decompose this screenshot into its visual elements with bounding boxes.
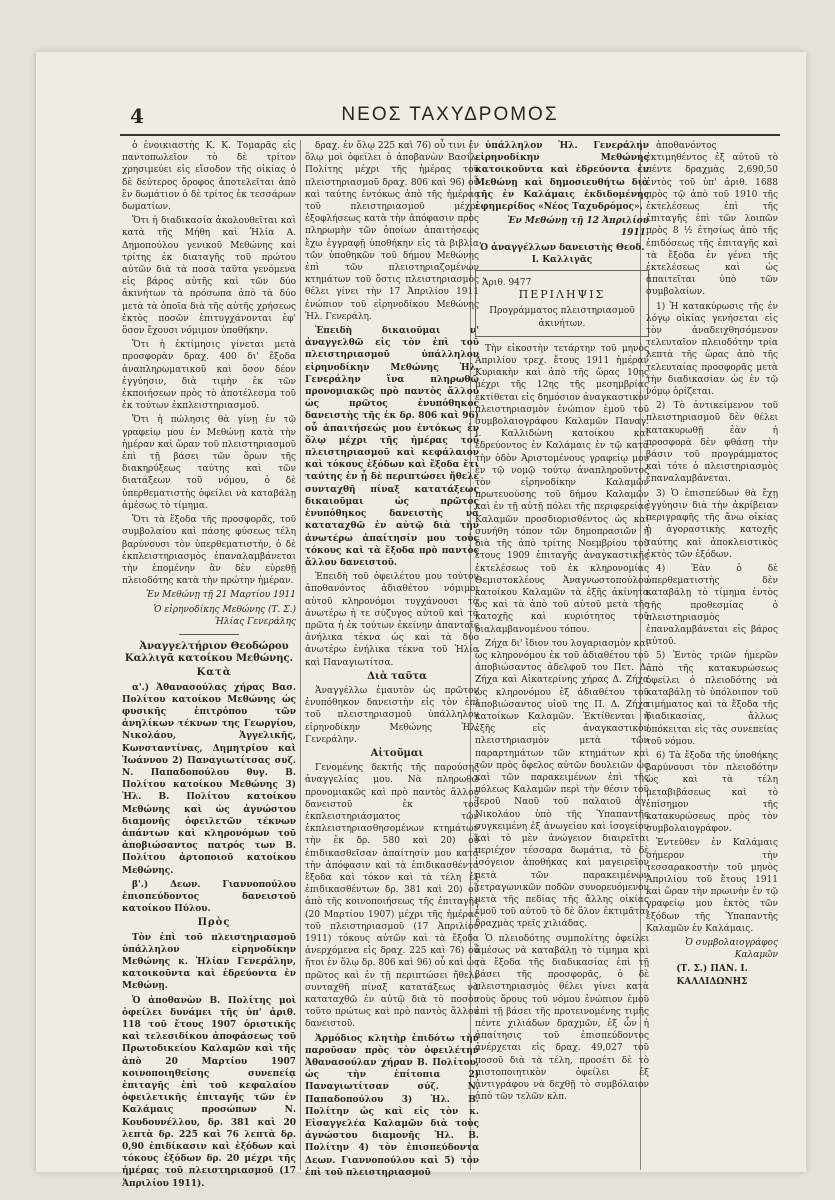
article-paragraph-bold: ὑπάλληλον Ἠλ. Γενεράλην εἰρηνοδίκην Μεθώνης κατοικοῦντα καὶ ἑδρεύοντα ἐν Μεθώνῃ καὶ δημοσιευθήτω διὰ τῆς ἐν Καλάμαις ἐκδιδομένης ἐφημερίδος «Νέος Ταχυδρόμος». <box>475 141 649 213</box>
article-paragraph: 6) Τὰ ἔξοδα τῆς ὑποθήκης βαρύνουσι τὸν πλειοδότην ὡς καὶ τὰ τέλη μεταβιβάσεως καὶ τὸ ἐπίσημον τῆς κατακυρώσεως πρὸς τὸν συμβολαιογράφον. <box>646 750 778 835</box>
newspaper-title: ΝΕΟΣ ΤΑΧΥΔΡΟΜΟΣ <box>341 104 559 125</box>
signature-place-date: Ἐν Μεθώνῃ τῇ 21 Μαρτίου 1911 <box>146 590 296 601</box>
article-paragraph: 1) Ἡ κατακύρωσις τῆς ἐν λόγῳ οἰκίας γενήσεται εἰς τὸν ἀναδειχθησόμενον τελευταῖον πλειοδότην τρία λεπτὰ τῆς ὥρας ἀπὸ τῆς τελευταίας προσφορᾶς μετὰ τὴν διαδικασίαν ὡς ἐν τῷ νόμῳ ὁρίζεται. <box>646 301 778 398</box>
article-paragraph: Ἐπειδὴ τοῦ ὀφειλέτου μου τούτου ἀποθανόντος ἀδιαθέτου νόμιμοι αὐτοῦ κληρονόμοι τυγχάνουσι τὰ ἀνωτέρω ἡ τε σύζυγος αὐτοῦ καὶ τὰ πρῶτα ἡ ἐκ τούτων ἐκείνην ἀπανταῖς ἀνήλικα τέκνα ὡς καὶ τὰ δύο ἀνωτέρω ἐνήλικα τέκνα τοῦ Ἠλία καὶ Παναγιωτίτσα. <box>305 572 479 668</box>
notice-number: Ἀριθ. 9477 <box>482 278 532 289</box>
article-paragraph: Ζήχα δι' ἴδιον του λογαριασμὸν καὶ ὡς κληρονόμου ἐκ τοῦ ἀδιαθέτου τοῦ ἀποβιώσαντος ἀδελφοῦ του Πετ. Δ. Ζήχα καὶ Αἰκατερίνης χήρας Δ. Ζήχα ὡς κληρονόμου ἐξ ἀδιαθέτου τοῦ ἀποβιώσαντος υἱοῦ της Π. Δ. Ζήχα κατοίκων Καλαμῶν. Ἐκτίθενται ἡ ἑξῆς εἰς ἀναγκαστικὸν πλειστηριασμὸν μετὰ τῶν παραρτημάτων τῶν κτημάτων καὶ τῶν πρὸς ὄφελος αὐτῶν δουλειῶν ὡς καὶ τῶν παρακειμένων ἐπὶ τῆς πόλεως Καλαμῶν περὶ τὴν θέσιν τοῦ Ἱεροῦ Ναοῦ τοῦ παλαιοῦ ἁγ. Νικολάου ὑπὸ τῆς Ὑπαπαντῆς συγκειμένη ἐξ ἀνωγείου καὶ ἰσογείου καὶ τὸ μὲν ἀνώγειον διαιρεῖται περιέχον τέσσαρα δωμάτια, τὸ δὲ ἰσόγειον ἀποθήκας καὶ μαγειρεῖον μετὰ τῶν παρακειμένων τετραγωνικῶν ποδῶν συνορευόμενον μετὰ τῆς πεδίας τῆς ἄλλης οἰκίας ἐμοῦ τοῦ αὐτοῦ τὸ δὲ ὅλον ἐκτιμᾶται δραχμὰς τρεῖς χιλιάδας. <box>475 638 649 930</box>
section-heading: Διὰ ταῦτα <box>367 670 427 682</box>
article-paragraph: Ὁ πλειοδότης συμπολίτης ὀφείλει ἀμέσως νὰ καταβάλῃ τὸ τίμημα καὶ τὰ ἔξοδα τῆς διαδικασίας ἐπὶ τῇ βάσει τῆς προσφορᾶς, ὁ δὲ πλειστηριασμὸς θέλει γίνει κατὰ τοὺς ὅρους τοῦ νόμου ἐνώπιον ἐμοῦ ἐπὶ τῇ βάσει τῆς προτεινομένης τιμῆς πέντε χιλιάδων δραχμῶν, ἐξ ὧν ἡ ἀπαίτησις τοῦ ἐπισπεύδοντος ἀνέρχεται εἰς δραχ. 49,027 τοῦ ποσοῦ διὰ τὰ τέλη, προσέτι δὲ τὸ πιστοποιητικὸν ὀφείλει ἐξ ἀντιγράφου νὰ δεχθῇ τὸ συμβόλαιον ἀπὸ τῶν τελῶν κλπ. <box>475 933 649 1103</box>
signature-name: Ὁ ἀναγγέλλων δανειστὴς Θεοδ. Ι. Καλλιγᾶς <box>479 242 645 265</box>
signature-place-date: Ἐν Μεθώνῃ τῇ 12 Ἀπριλίου 1911. <box>507 216 649 239</box>
article-paragraph-bold: Ἁρμόδιος κλητὴρ ἐπιδότω τὴν παροῦσαν πρὸς τὸν ὀφειλέτην Ἀθανασούλαν χήραν Β. Πολίτου, ὡς τὴν ἐπίτοπια 2) Παναγιωτίτσαν σύζ. Ν. Παπαδοπούλου 3) Ἠλ. Β. Πολίτην ὡς καὶ εἰς τὸν κ. Εἰσαγγελέα Καλαμῶν διὰ τοὺς ἀγνώστου διαμονῆς Ἠλ. Β. Πολίτην 4) τὸν ἐπισπεύδοντα Δεων. Γιαννοπούλου καὶ 5) τὸν ἐπὶ τοῦ πλειστηριασμοῦ <box>305 1033 479 1178</box>
column-3 <box>475 140 649 1170</box>
article-paragraph: δραχ. ἐν ὅλῳ 225 καὶ 76) οὗ τινι ἐν ὅλῳ μοὶ ὀφείλει ὁ ἀποβανὼν Βασίλ. Πολίτης μέχρι τῆς ἡμέρας τοῦ πλειστηριασμοῦ δραχ. 806 καὶ 96) οὗ καὶ ταύτης ἐντόκως ἀπὸ τῆς ἡμέρας τοῦ πλειστηριασμοῦ μέχρι ἐξοφλήσεως κατὰ τὴν ἀπόφασιν πρὸς πληρωμὴν τῶν ὁποίων ἀπαιτήσεως ἔχω ἐγγραφῇ ὑποθήκην εἰς τὰ βιβλία τῶν ὑποθηκῶν τοῦ δήμου Μεθώνης ἐπὶ τῶν πλειστηριαζομένων κτημάτων τοῦ ὅστις πλειστηριασμὸς θέλει γίνει τὴν 17 Ἀπριλίου 1911 ἐνώπιον τοῦ εἰρηνοδίκου Μεθώνης Ἠλ. Γενεράλη. <box>305 141 479 322</box>
article-paragraph: ἀποθανόντος ἐκτιμηθέντος ἐξ αὐτοῦ τὸ πέντε δραχμὰς 2,690,50 ἐντὸς τοῦ ὑπ' ἀριθ. 1688 πρὸς τῷ ἀπὸ τοῦ 1910 τῆς ἐκτελέσεως ἐπὶ τῆς ἐπιταγῆς ἐπὶ τῶν λοιπῶν πρὸς 8 ½ ἐτησίως ἀπὸ τῆς ἐπιδόσεως τῆς ἐπιταγῆς καὶ τὰ ἔξοδα ἐν γένει τῆς ἐκτελέσεως καὶ ὡς ἀπαιτεῖται ὑπὸ τῶν συμβολαίων. <box>646 141 778 298</box>
article-paragraph: Γενομένης δεκτῆς τῆς παρούσης ἀναγγελίας μου. Νὰ πληρωθῶ προνομιακῶς καὶ πρὸ παντὸς ἄλλου δανειστοῦ ἐκ τοῦ ἐκπλειστηριάσματος τῶν ἐκπλειστηριασθησομένων κτημάτων τὴν ἐκ δρ. 580 καὶ 20) οὗ ἐπιδικασθεῖσαν ἀπαίτησίν μου κατὰ τὴν ἀπόφασιν καὶ τὰ ἐπιδικασθέντα ἔξοδα καὶ τόκον καὶ τὰ τέλη ἐξ ἐπιδικασθέντων δρ. 381 καὶ 20) οὗ ἀπὸ τῆς κοινοποιήσεως τῆς ἐπιταγῆς (20 Μαρτίου 1907) μέχρι τῆς ἡμέρας τοῦ πλειστηριασμοῦ (17 Ἀπριλίου 1911) τόκους αὐτῶν καὶ τὰ ἔξοδα ἀνερχόμενα εἰς δραχ. 225 καὶ 76) οὗ ἤτοι ἐν ὅλῳ δρ. 806 καὶ 96) οὗ καὶ ὡς πρῶτος καὶ ἐν τῇ περιπτώσει ἤθελε συνταχθῆ πίναξ κατατάξεως νὰ καταταχθῶ ἐν αὐτῷ διὰ τὸ ποσὸν τοῦτο πρώτως καὶ πρὸ παντὸς ἄλλου δανειστοῦ. <box>305 763 479 1030</box>
notice-title: ΠΕΡΙΛΗΨΙΣ <box>518 288 606 302</box>
notice-to: Πρὸς <box>197 917 231 929</box>
article-paragraph: Ἀναγγέλλω ἐμαυτὸν ὡς πρῶτον ἐνυπόθηκον δανειστὴν εἰς τὸν ἐπὶ τοῦ πλειστηριασμοῦ ὑπάλληλον εἰρηνοδίκην Μεθώνης Ἠλ. Γενεράλην. <box>305 685 479 745</box>
article-paragraph: Τὴν εἰκοστὴν τετάρτην τοῦ μηνὸς Ἀπριλίου τρεχ. ἔτους 1911 ἡμέραν Κυριακὴν καὶ ἀπὸ τῆς ὥρας 10ης μέχρι τῆς 12ης τῆς μεσημβρίας ἐκτίθεται εἰς δημόσιον ἀναγκαστικὸν πλειστηριασμὸν ἐνώπιον ἐμοῦ τοῦ συμβολαιογράφου Καλαμῶν Παναγ. Ι. Καλλιδώνη κατοίκου καὶ ἑδρεύοντος ἐν Καλάμαις ἐν τῷ κατὰ τὴν ὁδὸν Ἀριστομένους γραφείῳ μου ἐν τῷ νομῷ τούτῳ ἀναπληροῦντος τὸν εἰρηνοδίκην Καλαμῶν πρωτευούσης τοῦ δήμου Καλαμῶν καὶ ἐν τῇ αὐτῇ πόλει τῆς περιφερείας Καλαμῶν προσδιορισθέντος ὡς καὶ συνήθη τόπον τῶν δημοπρασιῶν ἡ διὰ τῆς ἀπὸ τρίτης Νοεμβρίου τοῦ ἔτους 1909 ἐπιταγῆς ἀναγκαστικῆς ἐκτελέσεως τοῦ ἐκ κληρονομίας Θεμιστοκλέους Ἀναγνωστοπούλου κατοίκου Καλαμῶν τὰ ἑξῆς ἀκίνητα ὡς καὶ τὰ ἀπὸ τοῦ αὐτοῦ μετὰ τῆς κατοχῆς καὶ κυριότητος τοῦ διαλαμβανομένου τόπου. <box>475 343 649 635</box>
notice-subtitle: Προγράμματος πλειστηριασμοῦ ἀκινήτων. <box>489 306 635 329</box>
article-paragraph: Ὅτι ἡ ἐκτίμησις γίνεται μετὰ προσφορὰν δραχ. 400 δι' ἕξοδα ἀναπληρωματικοῦ καὶ ὅσον δέον ἐγγύησιν, διὰ τιμὴν ἐκ τῶν ἐκποιήσεων πρὸς τὸ ἀποτέλεσμα τοῦ ἐκ τούτων ἐκπλειστηριασμοῦ. <box>122 340 296 412</box>
article-paragraph: 3) Ὁ ἐπισπεύδων θὰ ἔχῃ ἐγγύησιν διὰ τὴν ἀκρίβειαν περιγραφῆς τῆς ἄνω οἰκίας ἡ ἀγοραστικὴς κατοχῆς ταύτης καὶ ἀποκλειστικὸς ἐκτὸς τῶν ἐξόδων. <box>646 488 778 560</box>
defendants-b: β'.) Δεων. Γιαννοπούλου ἐπισπεύδοντος δανειστοῦ κατοίκου Πύλου. <box>122 879 296 915</box>
article-paragraph: ὁ ἐνοικιαστὴς Κ. Κ. Τομαρᾶς εἰς παντοπωλεῖον τὸ δὲ τρίτον χρησιμεύει εἰς εἴσοδον τῆς οἰκίας ὁ δὲ δεύτερος ὄροφος ἀποτελεῖται ἀπὸ ἓν δωμάτιον ὁ δὲ τρίτος ἐκ τεσσάρων δωματίων. <box>122 141 296 213</box>
section-divider <box>179 634 239 635</box>
article-paragraph: 5) Ἐντὸς τριῶν ἡμερῶν ἀπὸ τῆς κατακυρώσεως ὀφείλει ὁ πλειοδότης νὰ καταβάλῃ τὸ ὑπόλοιπον τοῦ τιμήματος καὶ τὰ ἔξοδα τῆς διαδικασίας, ἄλλως ὑπόκειται εἰς τὰς συνεπείας τοῦ νόμου. <box>646 651 778 747</box>
claim-text: Ὁ ἀποθανὼν Β. Πολίτης μοὶ ὀφείλει δυνάμει τῆς ὑπ' ἀριθ. 118 τοῦ ἔτους 1907 ὁριστικῆς καὶ τελεσιδίκου ἀποφάσεως τοῦ Πρωτοδικείου Καλαμῶν καὶ τῆς ἀπὸ 20 Μαρτίου 1907 κοινοποιηθείσης συνεπείᾳ ἐπιταγῆς ἐπὶ τοῦ κεφαλαίου ὀφειλετικῆς ἐπιταγῆς τῶν ἐν Καλάμαις προσώπων Ν. Κουδουνέλλου, δρ. 381 καὶ 20 λεπτὰ δρ. 225 καὶ 76 λεπτὰ δρ. 0,90 ἐπιδίκασιν καὶ ἐξόδων καὶ τόκους ἐξόδων δρ. 20 μέχρι τῆς ἡμέρας τοῦ πλειστηριασμοῦ (17 Ἀπριλίου 1911). <box>122 995 296 1189</box>
column-1 <box>122 140 296 1189</box>
article-paragraph: Ὅτι ἡ διαδικασία ἀκολουθεῖται καὶ κατὰ τῆς Μήθη καὶ Ἠλία Α. Δημοπούλου γενικοῦ Μεθώνης καὶ τρίτης ἐκ διαταγῆς τοῦ πρώτου αὐτῶν διὰ τὰ ποσὰ ταῦτα γενόμενα εἰς βάρος αὐτῆς καὶ τῶν δύο ἀκινήτων τὰ πρόσωπα ἀπὸ τὰ δύο μετὰ τὰ ὁποῖα διὰ τῆς αὐτῆς χρήσεως ἐκτὸς ποσῶν ἐπιτυγχάνονται ἐφ' ὅσον ἔχουσι νόμιμον ὑποθήκην. <box>122 216 296 337</box>
section-heading: Αἰτοῦμαι <box>370 747 424 759</box>
column-2 <box>305 140 479 1178</box>
recipient-text: Τὸν ἐπὶ τοῦ πλειστηριασμοῦ ὑπάλληλον εἰρηνοδίκην Μεθώνης κ. Ἠλίαν Γενεράλην, κατοικοῦντα καὶ ἑδρεύοντα ἐν Μεθώνῃ. <box>122 932 296 992</box>
article-paragraph: Ἐντεῦθεν ἐν Καλάμαις σήμερον τὴν τεσσαρακοστὴν τοῦ μηνὸς Ἀπριλίου τοῦ ἔτους 1911 καὶ ὥραν τὴν πρωινὴν ἐν τῷ γραφείῳ μου ἐκτὸς τῶν ἐξόδων τῆς Ὑπαπαντῆς Καλαμῶν ἐν Καλάμαις. <box>646 838 778 934</box>
article-paragraph: 4) Ἐὰν ὁ δὲ ὑπερθεματιστὴς δὲν καταβάλῃ τὸ τίμημα ἐντὸς τῆς προθεσμίας ὁ πλειστηριασμὸς ἐπαναλαμβάνεται εἰς βάρος αὐτοῦ. <box>646 563 778 648</box>
article-paragraph: Ὅτι ἡ πώλησις θὰ γίνῃ ἐν τῷ γραφείῳ μου ἐν Μεθώνῃ κατὰ τὴν ἡμέραν καὶ ὥραν τοῦ πλειστηριασμοῦ ἐπὶ τῇ βάσει τῶν ὅρων τῆς διακηρύξεως ταύτης καὶ τῶν διατάξεων τοῦ νόμου, ὁ δὲ ὑπερθεματιστὴς ὀφείλει νὰ καταβάλῃ ἀμέσως τὸ τίμημα. <box>122 415 296 511</box>
signature-name: Ὁ εἰρηνοδίκης Μεθώνης (Τ. Σ.) Ἠλίας Γενεράλης <box>153 604 296 627</box>
notice-heading: Ἀναγγελτήριον Θεοδώρου Καλλιγᾶ κατοίκου Μεθώνης. <box>124 640 294 665</box>
column-4 <box>646 140 778 1170</box>
article-paragraph-bold: Ἐπειδὴ δικαιοῦμαι ν' ἀναγγελθῶ εἰς τὸν ἐπὶ τοῦ πλειστηριασμοῦ ὑπάλληλον εἰρηνοδίκην Μεθώνης Ἠλ. Γενεράλην ἵνα πληρωθῶ προνομιακῶς πρὸ παντὸς ἄλλου ὡς πρῶτος ἐνυπόθηκος δανειστὴς τῆς ἐκ δρ. 806 καὶ 96) οὗ ἀπαιτήσεώς μου ἐντόκως ἐν ὅλῳ μέχρι τῆς ἡμέρας τοῦ πλειστηριασμοῦ καὶ κεφάλαιον καὶ τόκους ἐξόδων καὶ ἔξοδα ἔτι ταύτης ἐν ᾗ δὲ περιπτώσει ἤθελε συνταχθῆ πίναξ κατατάξεως δικαιοῦμαι ὡς πρῶτος ἐνυπόθηκος δανειστὴς νὰ καταταχθῶ ἐν αὐτῷ διὰ τὴν ἀνωτέρω ἀπαίτησίν μου τοὺς τόκους καὶ τὰ ἔξοδα πρὸ παντὸς ἄλλου δανειστοῦ. <box>305 326 479 568</box>
page-number: 4 <box>130 104 144 128</box>
article-paragraph: 2) Τὸ ἀντικείμενον τοῦ πλειστηριασμοῦ δὲν θέλει κατακυρωθῇ ἐὰν ἡ προσφορὰ δὲν φθάσῃ τὴν βάσιν τοῦ προγράμματος καὶ τότε ὁ πλειστηριασμὸς ἐπαναλαμβάνεται. <box>646 401 778 485</box>
column-divider <box>300 140 301 1170</box>
signatory-label: Ὁ συμβολαιογράφος Καλαμῶν <box>685 938 778 961</box>
article-paragraph: Ὅτι τὰ ἕξοδα τῆς προσφορᾶς, τοῦ συμβολαίου καὶ πάσης φύσεως τέλη βαρύνουσι τὸν ὑπερθεματιστήν, ὁ δὲ ἐκπλειστηριασμὸς ἐπαναλαμβάνεται τὴν ἐπομένην ἂν δὲν εὑρεθῇ πλειοδότης κατὰ τὴν πρώτην ἡμέραν. <box>122 515 296 587</box>
signatory-name: (Τ. Σ.) ΠΑΝ. Ι. ΚΑΛΛΙΔΩΝΗΣ <box>676 964 748 987</box>
notice-against: Κατὰ <box>196 667 232 679</box>
defendants-a: α'.) Ἀθανασούλας χήρας Βασ. Πολίτου κατοίκου Μεθώνης ὡς φυσικῆς ἐπιτρόπου τῶν ἀνηλίκων τέκνων της Γεωργίου, Νικολάου, Ἀγγελικῆς, Κωνσταντίνας, Δημητρίου καὶ Ἰωάννου 2) Παναγιωτίτσας συζ. Ν. Παπαδοπούλου θυγ. Β. Πολίτου κατοίκου Μεθώνης 3) Ἠλ. Β. Πολίτου κατοίκου Μεθώνης καὶ ὡς ἀγνώστου διαμονῆς ὀφειλετῶν τέκνων ἁπάντων καὶ κληρονόμων τοῦ ἀποβιώσαντος πατρός των Β. Πολίτου ἀρτοποιοῦ κατοίκου Μεθώνης. <box>122 682 296 876</box>
notice-box <box>475 270 649 337</box>
